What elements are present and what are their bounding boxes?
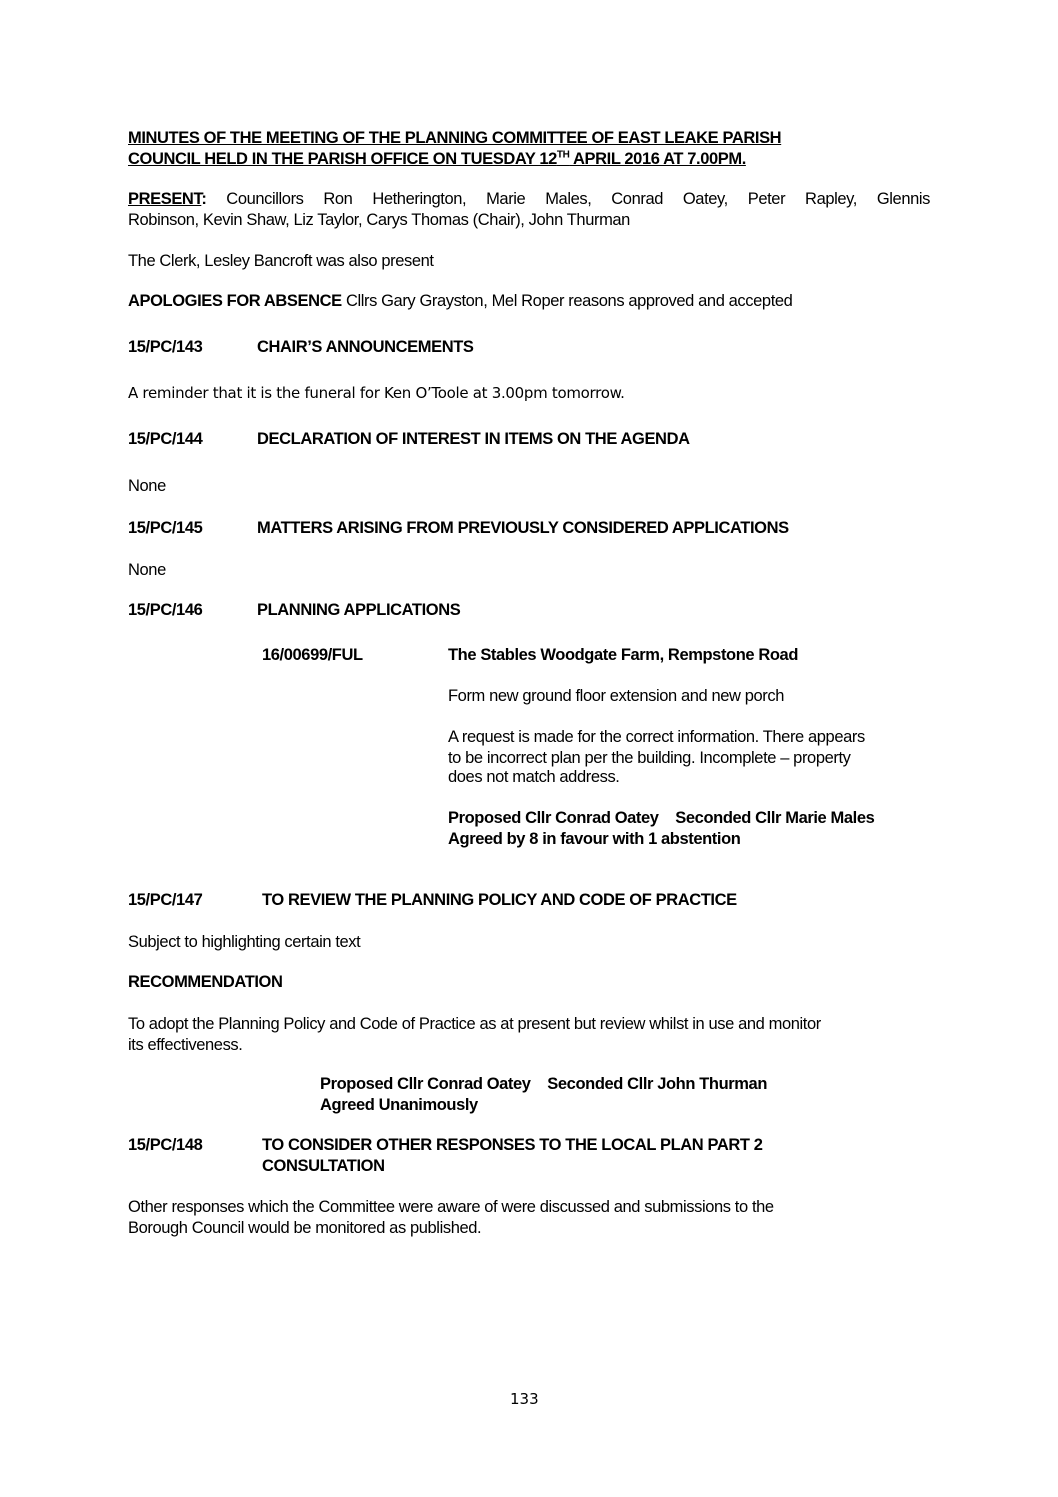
- application-vote-line-2: Agreed by 8 in favour with 1 abstention: [448, 830, 741, 848]
- recommendation-vote-line-1: Proposed Cllr Conrad Oatey Seconded Cllr John Thurman: [320, 1075, 768, 1093]
- application-ref: 16/00699/FUL: [262, 646, 363, 664]
- item-body: None: [128, 477, 166, 495]
- item-ref: 15/PC/146: [128, 601, 203, 619]
- recommendation-heading: RECOMMENDATION: [128, 973, 283, 991]
- application-comment-line-2: to be incorrect plan per the building. Incomplete – property: [448, 749, 851, 767]
- recommendation-vote-line-2: Agreed Unanimously: [320, 1096, 478, 1114]
- application-address: The Stables Woodgate Farm, Rempstone Road: [448, 646, 799, 664]
- apologies-label: APOLOGIES FOR ABSENCE: [128, 292, 342, 310]
- item-ref: 15/PC/144: [128, 430, 203, 448]
- item-heading: TO REVIEW THE PLANNING POLICY AND CODE OF PRACTICE: [262, 891, 737, 909]
- present-names-1: Councillors Ron Hetherington, Marie Males, Conrad Oatey, Peter Rapley, Glennis: [206, 190, 930, 208]
- item-body: None: [128, 561, 166, 579]
- page-number: 133: [510, 1390, 539, 1408]
- item-heading: PLANNING APPLICATIONS: [257, 601, 461, 619]
- application-description: Form new ground floor extension and new porch: [448, 687, 785, 705]
- item-ref: 15/PC/147: [128, 891, 203, 909]
- item-ref: 15/PC/145: [128, 519, 203, 537]
- item-heading: DECLARATION OF INTEREST IN ITEMS ON THE AGENDA: [257, 430, 690, 448]
- apologies-text: Cllrs Gary Grayston, Mel Roper reasons approved and accepted: [341, 292, 793, 310]
- title-line-2: [128, 149, 746, 170]
- present-label: PRESENT: [128, 190, 202, 208]
- application-vote-line-1: Proposed Cllr Conrad Oatey Seconded Cllr Marie Males: [448, 809, 875, 827]
- application-comment-line-3: does not match address.: [448, 768, 620, 786]
- title-superscript: TH: [556, 149, 570, 161]
- item-heading: CHAIR’S ANNOUNCEMENTS: [257, 338, 474, 356]
- title-line-1: MINUTES OF THE MEETING OF THE PLANNING COMMITTEE OF EAST LEAKE PARISH: [128, 129, 782, 147]
- application-comment-line-1: A request is made for the correct information. There appears: [448, 728, 865, 746]
- item-body-line-1: Other responses which the Committee were aware of were discussed and submissions to the: [128, 1198, 774, 1216]
- item-heading: MATTERS ARISING FROM PREVIOUSLY CONSIDERED APPLICATIONS: [257, 519, 789, 537]
- item-body-line-2: Borough Council would be monitored as published.: [128, 1219, 482, 1237]
- present-colon: :: [201, 190, 207, 208]
- item-body: Subject to highlighting certain text: [128, 933, 361, 951]
- item-body: A reminder that it is the funeral for Ken O’Toole at 3.00pm tomorrow.: [128, 384, 625, 402]
- recommendation-line-1: To adopt the Planning Policy and Code of Practice as at present but review whilst in use and monitor: [128, 1015, 821, 1033]
- title-line-2-main: COUNCIL HELD IN THE PARISH OFFICE ON TUESDAY 12: [128, 150, 557, 168]
- item-heading-line-2: CONSULTATION: [262, 1157, 385, 1175]
- item-ref: 15/PC/148: [128, 1136, 203, 1154]
- recommendation-line-2: its effectiveness.: [128, 1036, 243, 1054]
- clerk-text: The Clerk, Lesley Bancroft was also present: [128, 252, 434, 270]
- item-heading-line-1: TO CONSIDER OTHER RESPONSES TO THE LOCAL PLAN PART 2: [262, 1136, 763, 1154]
- item-ref: 15/PC/143: [128, 338, 203, 356]
- apologies: [128, 291, 792, 312]
- title-line-2-end: APRIL 2016 AT 7.00PM.: [569, 150, 746, 168]
- present-line-1: [128, 189, 930, 210]
- present-line-2: Robinson, Kevin Shaw, Liz Taylor, Carys Thomas (Chair), John Thurman: [128, 211, 630, 229]
